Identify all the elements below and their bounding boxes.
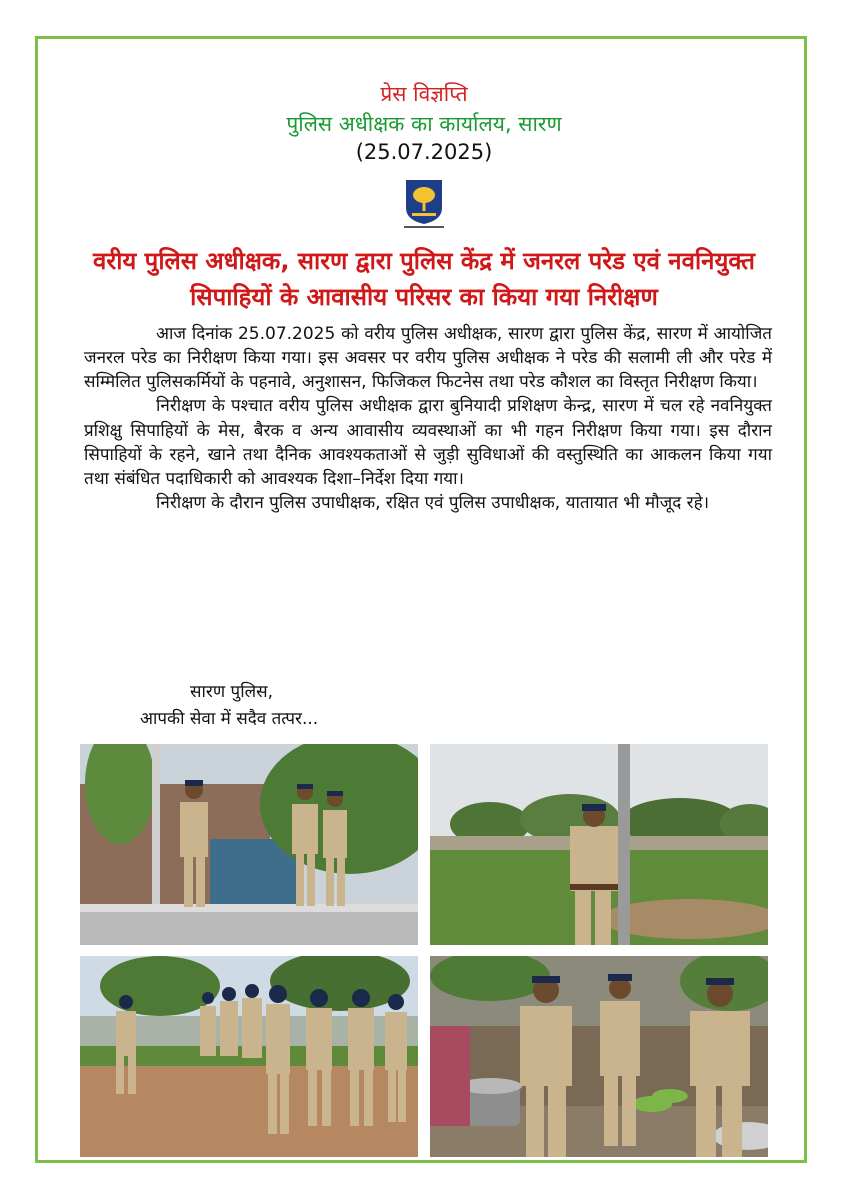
photo-marching-parade xyxy=(80,956,418,1157)
bihar-police-emblem xyxy=(396,178,452,230)
signoff-motto: आपकी सेवा में सदैव तत्पर... xyxy=(140,709,319,729)
signoff-org: सारण पुलिस, xyxy=(190,682,274,702)
paragraph-2: निरीक्षण के पश्चात वरीय पुलिस अधीक्षक द्वारा बुनियादी प्रशिक्षण केन्द्र, सारण में चल रहे नवनियुक्त प्रशिक्षु सिपाहियों के मेस, बैरक व अन्य आवासीय व्यवस्थाओं का भी गहन निरीक्षण किया गया। इस दौरान सिपाहियों के रहने, खाने तथा दैनिक आवश्यकताओं से जुड़ी सुविधाओं की वस्तुस्थिति का आकलन किया गया तथा संबंधित पदाधिकारी को आवश्यक दिशा–निर्देश दिया गया। xyxy=(84,396,772,489)
press-body xyxy=(84,322,772,515)
paragraph-3: निरीक्षण के दौरान पुलिस उपाधीक्षक, रक्षित एवं पुलिस उपाधीक्षक, यातायात भी मौजूद रहे। xyxy=(156,492,710,513)
photo-mess-inspection xyxy=(430,956,768,1157)
headline: वरीय पुलिस अधीक्षक, सारण द्वारा पुलिस केंद्र में जनरल परेड एवं नवनियुक्त सिपाहियों के आवासीय परिसर का किया गया निरीक्षण xyxy=(93,247,755,311)
photo-salute-podium xyxy=(80,744,418,945)
release-date: (25.07.2025) xyxy=(355,140,493,164)
office-name: पुलिस अधीक्षक का कार्यालय, सारण xyxy=(286,112,562,136)
paragraph-1: आज दिनांक 25.07.2025 को वरीय पुलिस अधीक्षक, सारण द्वारा पुलिस केंद्र, सारण में आयोजित जनरल परेड का निरीक्षण किया गया। इस अवसर पर वरीय पुलिस अधीक्षक ने परेड की सलामी ली और परेड में सम्मिलित पुलिसकर्मियों के पहनावे, अनुशासन, फिजिकल फिटनेस तथा परेड कौशल का विस्तृत निरीक्षण किया। xyxy=(84,324,772,393)
press-release-label: प्रेस विज्ञप्ति xyxy=(380,82,468,106)
photo-parade-ground xyxy=(430,744,768,945)
